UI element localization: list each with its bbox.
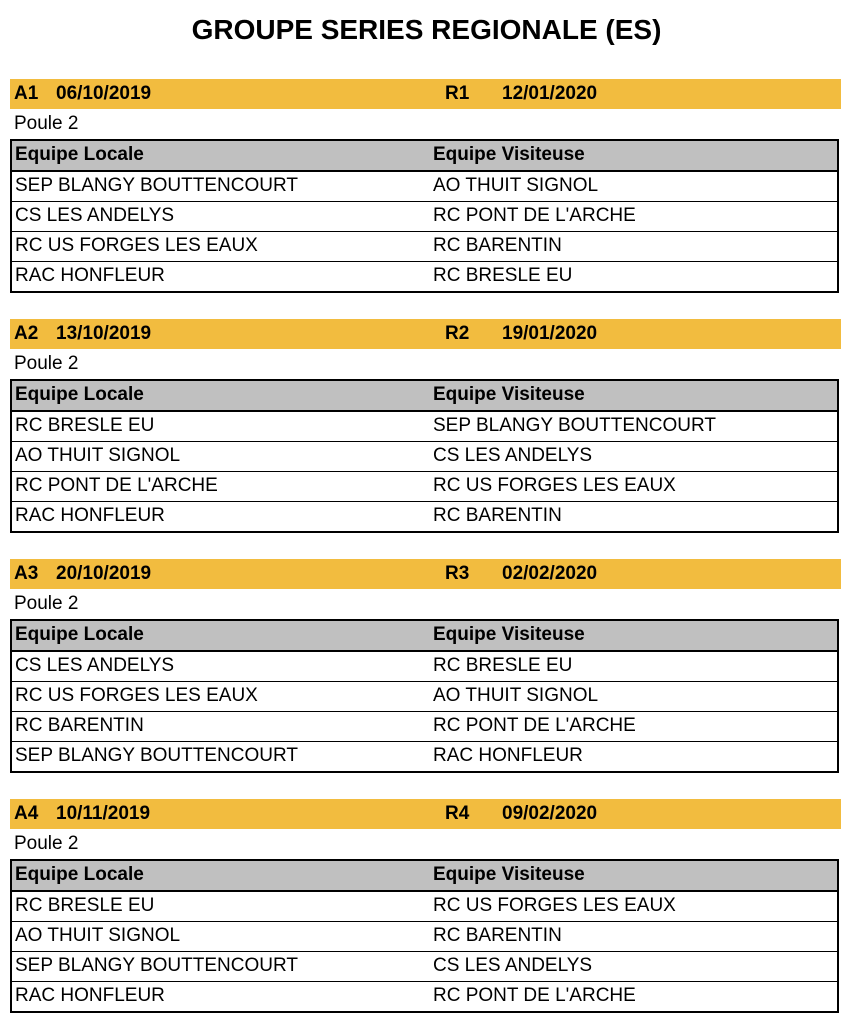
away-team: RC PONT DE L'ARCHE — [433, 205, 636, 226]
table-row — [12, 171, 837, 201]
aller-code: A3 — [14, 563, 39, 584]
away-team: AO THUIT SIGNOL — [433, 175, 599, 196]
away-team: CS LES ANDELYS — [433, 445, 593, 466]
table-row — [12, 471, 837, 501]
home-team: CS LES ANDELYS — [15, 205, 175, 226]
round-block-1 — [10, 79, 841, 293]
home-team: AO THUIT SIGNOL — [15, 925, 181, 946]
poule-label: Poule 2 — [14, 113, 79, 134]
header-home: Equipe Locale — [15, 864, 144, 885]
aller-date: 10/11/2019 — [56, 803, 151, 824]
header-home: Equipe Locale — [15, 144, 144, 165]
table-row — [12, 441, 837, 471]
aller-code: A2 — [14, 323, 39, 344]
table-row — [12, 201, 837, 231]
aller-date: 13/10/2019 — [56, 323, 152, 344]
header-away: Equipe Visiteuse — [433, 384, 585, 405]
retour-date: 02/02/2020 — [502, 563, 598, 584]
retour-code: R1 — [445, 83, 470, 104]
page-title: GROUPE SERIES REGIONALE (ES) — [191, 14, 662, 45]
match-table — [10, 619, 839, 773]
table-row — [12, 261, 837, 291]
home-team: RC BARENTIN — [15, 715, 144, 736]
home-team: RC US FORGES LES EAUX — [15, 235, 258, 256]
away-team: SEP BLANGY BOUTTENCOURT — [433, 415, 716, 436]
table-header-row — [12, 621, 837, 651]
table-header-row — [12, 861, 837, 891]
aller-code: A4 — [14, 803, 39, 824]
away-team: RC PONT DE L'ARCHE — [433, 715, 636, 736]
header-away: Equipe Visiteuse — [433, 624, 585, 645]
retour-code: R4 — [445, 803, 470, 824]
away-team: RC BRESLE EU — [433, 655, 573, 676]
home-team: RC PONT DE L'ARCHE — [15, 475, 218, 496]
table-row — [12, 951, 837, 981]
table-row — [12, 651, 837, 681]
round-block-2 — [10, 319, 841, 533]
table-row — [12, 231, 837, 261]
match-table — [10, 139, 839, 293]
aller-date: 06/10/2019 — [56, 83, 152, 104]
home-team: CS LES ANDELYS — [15, 655, 175, 676]
away-team: RC US FORGES LES EAUX — [433, 475, 676, 496]
away-team: RC US FORGES LES EAUX — [433, 895, 676, 916]
table-row — [12, 501, 837, 531]
table-row — [12, 741, 837, 771]
home-team: RAC HONFLEUR — [15, 505, 165, 526]
poule-label: Poule 2 — [14, 353, 79, 374]
table-row — [12, 411, 837, 441]
away-team: RC BARENTIN — [433, 505, 562, 526]
home-team: RAC HONFLEUR — [15, 985, 165, 1006]
round-header — [10, 319, 841, 349]
header-home: Equipe Locale — [15, 624, 144, 645]
home-team: RC BRESLE EU — [15, 895, 155, 916]
home-team: RC BRESLE EU — [15, 415, 155, 436]
header-away: Equipe Visiteuse — [433, 144, 585, 165]
table-header-row — [12, 381, 837, 411]
table-header-row — [12, 141, 837, 171]
aller-date: 20/10/2019 — [56, 563, 152, 584]
round-block-4 — [10, 799, 841, 1013]
round-block-3 — [10, 559, 841, 773]
away-team: RAC HONFLEUR — [433, 745, 583, 766]
retour-code: R2 — [445, 323, 470, 344]
aller-code: A1 — [14, 83, 39, 104]
retour-code: R3 — [445, 563, 470, 584]
home-team: RC US FORGES LES EAUX — [15, 685, 258, 706]
retour-date: 19/01/2020 — [502, 323, 598, 344]
home-team: SEP BLANGY BOUTTENCOURT — [15, 175, 298, 196]
header-away: Equipe Visiteuse — [433, 864, 585, 885]
poule-label: Poule 2 — [14, 593, 79, 614]
home-team: AO THUIT SIGNOL — [15, 445, 181, 466]
table-row — [12, 921, 837, 951]
table-row — [12, 891, 837, 921]
table-row — [12, 681, 837, 711]
home-team: RAC HONFLEUR — [15, 265, 165, 286]
poule-label: Poule 2 — [14, 833, 79, 854]
table-row — [12, 711, 837, 741]
away-team: CS LES ANDELYS — [433, 955, 593, 976]
away-team: AO THUIT SIGNOL — [433, 685, 599, 706]
home-team: SEP BLANGY BOUTTENCOURT — [15, 745, 298, 766]
round-header — [10, 559, 841, 589]
table-row — [12, 981, 837, 1011]
retour-date: 12/01/2020 — [502, 83, 598, 104]
home-team: SEP BLANGY BOUTTENCOURT — [15, 955, 298, 976]
away-team: RC PONT DE L'ARCHE — [433, 985, 636, 1006]
away-team: RC BARENTIN — [433, 235, 562, 256]
round-header — [10, 799, 841, 829]
round-header — [10, 79, 841, 109]
away-team: RC BARENTIN — [433, 925, 562, 946]
match-table — [10, 859, 839, 1013]
header-home: Equipe Locale — [15, 384, 144, 405]
match-table — [10, 379, 839, 533]
retour-date: 09/02/2020 — [502, 803, 598, 824]
away-team: RC BRESLE EU — [433, 265, 573, 286]
